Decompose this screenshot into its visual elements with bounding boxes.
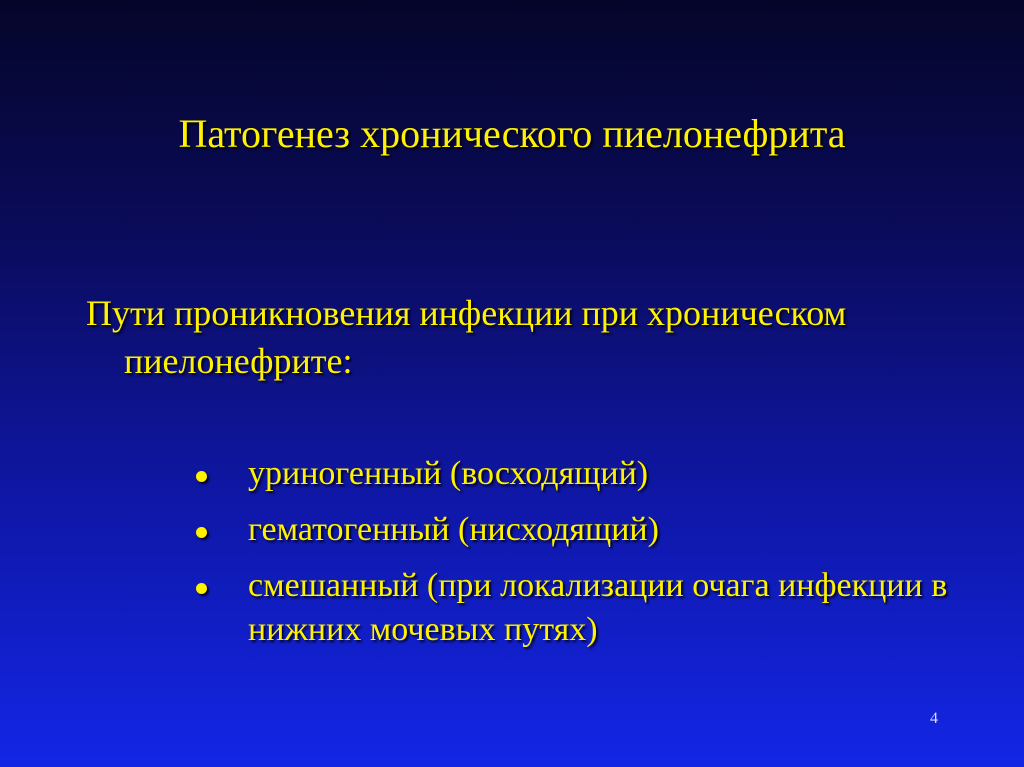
bullet-dot-icon xyxy=(196,471,207,482)
intro-line-1: Пути проникновения инфекции при хроническом xyxy=(86,293,847,333)
slide-title: Патогенез хронического пиелонефрита xyxy=(178,111,846,156)
bullet-text: смешанный (при локализации очага инфекции в нижних мочевых путях) xyxy=(248,567,948,648)
bullet-item xyxy=(188,452,948,496)
bullet-dot-icon xyxy=(196,583,207,594)
page-number: 4 xyxy=(930,710,938,727)
intro-text xyxy=(86,289,966,385)
bullet-dot-icon xyxy=(196,527,207,538)
bullet-text: гематогенный (нисходящий) xyxy=(248,511,659,548)
intro-line-2: пиелонефрите: xyxy=(124,341,353,381)
bullet-item xyxy=(188,508,948,552)
bullet-list xyxy=(188,452,948,664)
bullet-text: уриногенный (восходящий) xyxy=(248,455,649,492)
bullet-item xyxy=(188,564,948,652)
